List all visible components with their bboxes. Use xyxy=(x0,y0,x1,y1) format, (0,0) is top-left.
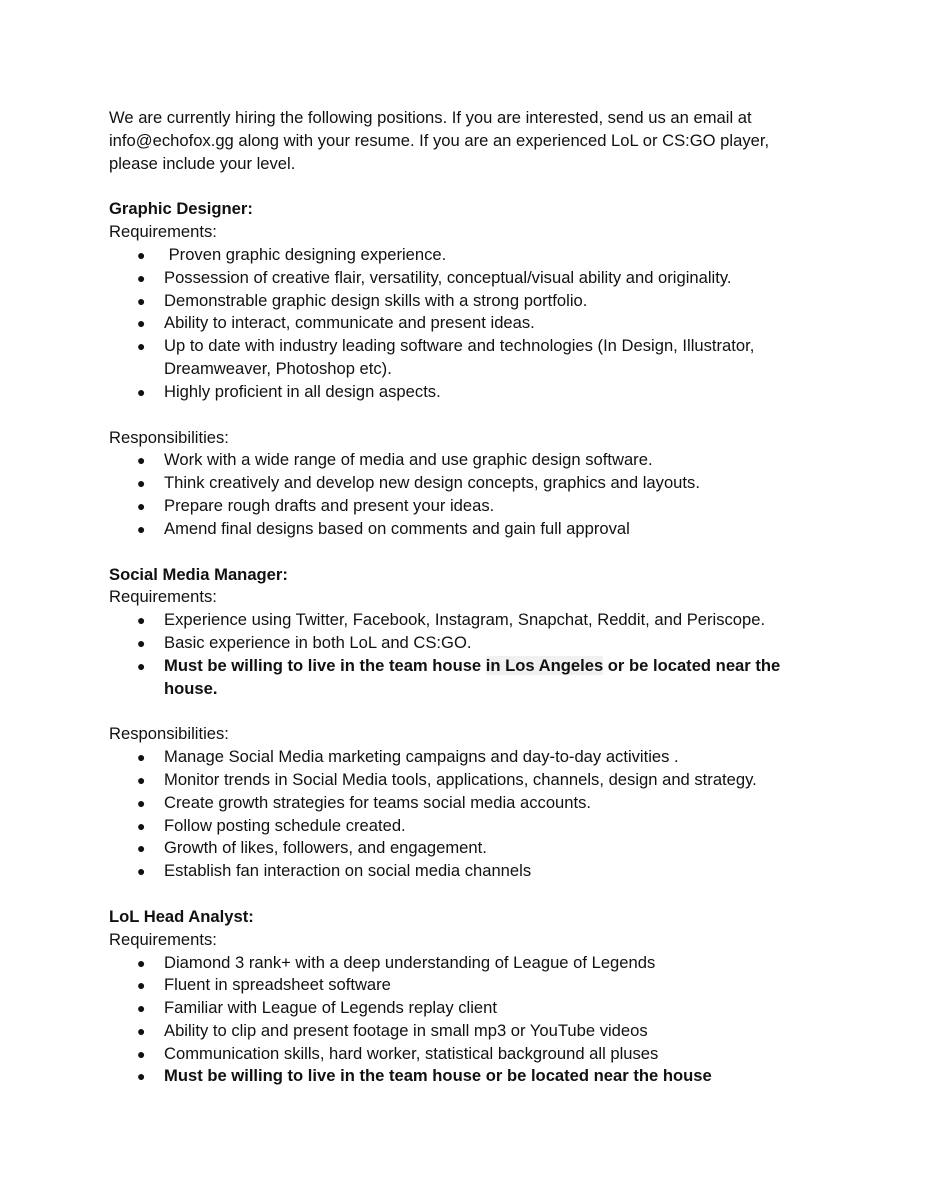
list-item-text: or be located near the house. xyxy=(164,655,785,698)
intro-paragraph xyxy=(109,107,799,175)
list-item xyxy=(109,449,799,472)
section-heading: Graphic Designer: xyxy=(109,199,253,219)
list-item-text: Communication skills, hard worker, statistical background all pluses xyxy=(164,1043,659,1063)
bullet-icon: ● xyxy=(137,315,146,332)
list-item-text: Must be willing to live in the team house or be located near the house xyxy=(164,1066,712,1086)
responsibilities-label: Responsibilities: xyxy=(109,724,229,744)
bullet-icon: ● xyxy=(137,954,146,971)
section-graphic-designer xyxy=(109,198,799,540)
responsibilities-list xyxy=(109,746,799,883)
section-heading: Social Media Manager: xyxy=(109,564,288,584)
bullet-icon: ● xyxy=(137,1022,146,1039)
bullet-icon: ● xyxy=(137,292,146,309)
bullet-icon: ● xyxy=(137,794,146,811)
requirements-list xyxy=(109,609,799,700)
bullet-icon: ● xyxy=(137,383,146,400)
list-item-text: Work with a wide range of media and use graphic design software. xyxy=(164,450,653,470)
list-item xyxy=(109,472,799,495)
list-item-text: Diamond 3 rank+ with a deep understanding of League of Legends xyxy=(164,952,656,972)
list-item-text: Monitor trends in Social Media tools, applications, channels, design and strategy. xyxy=(164,769,757,789)
list-item-text: Prepare rough drafts and present your ideas. xyxy=(164,495,495,515)
list-item-text: Demonstrable graphic design skills with a strong portfolio. xyxy=(164,290,588,310)
intro-line: We are currently hiring the following positions. If you are interested, send us an email at xyxy=(109,108,752,127)
list-item-text: Create growth strategies for teams social media accounts. xyxy=(164,792,592,812)
bullet-icon: ● xyxy=(137,634,146,651)
spacer xyxy=(109,700,799,723)
list-item-text: Highly proficient in all design aspects. xyxy=(164,381,441,401)
list-item-text: Growth of likes, followers, and engagement. xyxy=(164,838,487,858)
bullet-icon: ● xyxy=(137,771,146,788)
requirements-list xyxy=(109,244,799,404)
list-item xyxy=(109,267,799,290)
list-item-text: Experience using Twitter, Facebook, Instagram, Snapchat, Reddit, and Periscope. xyxy=(164,610,766,630)
list-item xyxy=(109,837,799,860)
bullet-icon: ● xyxy=(137,817,146,834)
requirements-label: Requirements: xyxy=(109,929,217,949)
requirements-label: Requirements: xyxy=(109,587,217,607)
bullet-icon: ● xyxy=(137,338,146,355)
bullet-icon: ● xyxy=(137,452,146,469)
bullet-icon: ● xyxy=(137,1000,146,1017)
bullet-icon: ● xyxy=(137,977,146,994)
list-item-text: Amend final designs based on comments and gain full approval xyxy=(164,518,630,538)
section-heading: LoL Head Analyst: xyxy=(109,906,254,926)
list-item-text: Establish fan interaction on social media channels xyxy=(164,861,532,881)
intro-line: please include your level. xyxy=(109,153,296,173)
list-item xyxy=(109,518,799,541)
list-item xyxy=(109,609,799,632)
bullet-icon: ● xyxy=(137,863,146,880)
bullet-icon: ● xyxy=(137,840,146,857)
list-item-text: Ability to clip and present footage in small mp3 or YouTube videos xyxy=(164,1020,648,1040)
list-item-bold xyxy=(109,655,799,701)
document-body xyxy=(109,107,799,1088)
list-item-text: Ability to interact, communicate and present ideas. xyxy=(164,313,535,333)
list-item xyxy=(109,244,799,267)
list-item xyxy=(109,792,799,815)
list-item xyxy=(109,632,799,655)
list-item-text: Think creatively and develop new design concepts, graphics and layouts. xyxy=(164,473,700,493)
list-item xyxy=(109,335,799,381)
list-item-text: Manage Social Media marketing campaigns and day-to-day activities . xyxy=(164,747,679,767)
highlighted-text: in Los Angeles xyxy=(485,655,604,675)
bullet-icon: ● xyxy=(137,749,146,766)
list-item xyxy=(109,381,799,404)
list-item-text: Proven graphic designing experience. xyxy=(164,244,447,264)
responsibilities-label: Responsibilities: xyxy=(109,427,229,447)
list-item xyxy=(109,952,799,975)
section-social-media-manager xyxy=(109,564,799,883)
list-item xyxy=(109,1043,799,1066)
list-item xyxy=(109,997,799,1020)
list-item xyxy=(109,495,799,518)
list-item-text: Fluent in spreadsheet software xyxy=(164,975,391,995)
list-item-text: Up to date with industry leading software and technologies (In Design, Illustrator, Dreamweaver, Photoshop etc). xyxy=(164,336,755,378)
section-lol-head-analyst xyxy=(109,906,799,1088)
bullet-icon: ● xyxy=(137,269,146,286)
list-item-bold xyxy=(109,1065,799,1088)
requirements-list xyxy=(109,952,799,1089)
bullet-icon: ● xyxy=(137,1045,146,1062)
bullet-icon: ● xyxy=(137,520,146,537)
list-item-text: Familiar with League of Legends replay client xyxy=(164,998,497,1018)
requirements-label: Requirements: xyxy=(109,222,217,242)
list-item xyxy=(109,290,799,313)
intro-line: info@echofox.gg along with your resume. If you are an experienced LoL or CS:GO player, xyxy=(109,130,770,150)
bullet-icon: ● xyxy=(137,246,146,263)
list-item xyxy=(109,815,799,838)
list-item xyxy=(109,1020,799,1043)
list-item xyxy=(109,312,799,335)
spacer xyxy=(109,404,799,427)
list-item xyxy=(109,974,799,997)
responsibilities-list xyxy=(109,449,799,540)
list-item xyxy=(109,860,799,883)
list-item-text: Possession of creative flair, versatility, conceptual/visual ability and originality. xyxy=(164,267,732,287)
bullet-icon: ● xyxy=(137,497,146,514)
list-item-text: Must be willing to live in the team house xyxy=(164,655,486,675)
bullet-icon: ● xyxy=(137,475,146,492)
list-item-text: Follow posting schedule created. xyxy=(164,815,406,835)
list-item xyxy=(109,769,799,792)
bullet-icon: ● xyxy=(137,1068,146,1085)
bullet-icon: ● xyxy=(137,612,146,629)
bullet-icon: ● xyxy=(137,657,146,674)
list-item-text: Basic experience in both LoL and CS:GO. xyxy=(164,632,472,652)
list-item xyxy=(109,746,799,769)
